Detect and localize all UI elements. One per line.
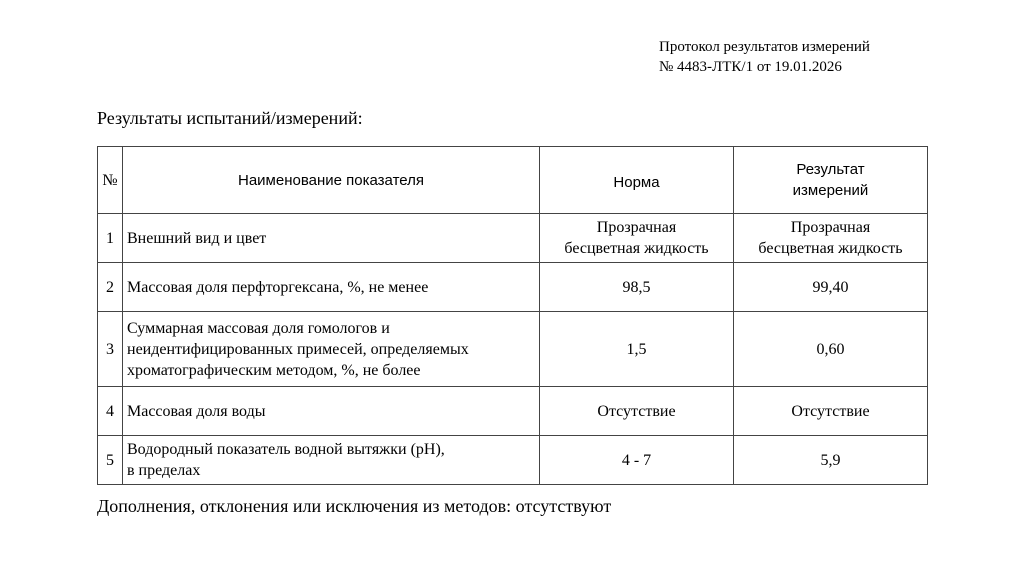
row-norm <box>540 214 734 263</box>
row-norm <box>540 312 734 387</box>
row-norm-line: бесцветная жидкость <box>564 240 709 257</box>
row-indicator-name <box>123 387 540 436</box>
row-result <box>734 387 928 436</box>
row-number: 5 <box>98 436 123 485</box>
row-result-line: Прозрачная <box>790 219 871 236</box>
column-header-norm <box>540 147 734 214</box>
row-norm-line: 98,5 <box>622 278 651 296</box>
row-number: 1 <box>98 214 123 263</box>
row-number: 3 <box>98 312 123 387</box>
results-table <box>97 146 928 485</box>
protocol-number: № 4483-ЛТК/1 от 19.01.2026 <box>659 59 842 75</box>
row-norm-line: 4 - 7 <box>621 451 652 469</box>
row-result-line: 0,60 <box>816 340 845 358</box>
protocol-title: Протокол результатов измерений <box>659 39 870 55</box>
row-result <box>734 263 928 312</box>
row-indicator-name <box>123 214 540 263</box>
column-header-result <box>734 147 928 214</box>
row-indicator-name-line: Внешний вид и цвет <box>127 229 267 247</box>
row-result-line: 99,40 <box>812 278 849 296</box>
row-indicator-name-line: Водородный показатель водной вытяжки (pH), <box>127 441 445 458</box>
column-header-result-line1: Результат <box>796 161 865 178</box>
row-number: 2 <box>98 263 123 312</box>
table-row <box>98 387 928 436</box>
row-result <box>734 312 928 387</box>
row-indicator-name-line: в пределах <box>127 462 201 479</box>
row-number: 4 <box>98 387 123 436</box>
row-indicator-name-line: хроматографическим методом, %, не более <box>127 361 421 379</box>
row-result-line: бесцветная жидкость <box>758 240 903 257</box>
row-result-line: 5,9 <box>820 451 841 469</box>
row-norm-line: Прозрачная <box>596 219 677 236</box>
row-norm-line: 1,5 <box>626 340 647 358</box>
column-header-norm-label: Норма <box>613 173 660 191</box>
table-row <box>98 436 928 485</box>
row-result <box>734 436 928 485</box>
row-norm <box>540 387 734 436</box>
row-norm <box>540 263 734 312</box>
row-norm-line: Отсутствие <box>597 402 676 420</box>
column-header-name: Наименование показателя <box>123 147 540 214</box>
row-indicator-name <box>123 436 540 485</box>
table-row <box>98 312 928 387</box>
table-row <box>98 214 928 263</box>
table-row <box>98 263 928 312</box>
column-header-num: № <box>98 147 123 214</box>
row-indicator-name <box>123 263 540 312</box>
row-indicator-name-line: Массовая доля воды <box>127 402 266 420</box>
section-title: Результаты испытаний/измерений: <box>97 108 363 128</box>
row-result <box>734 214 928 263</box>
footer-note: Дополнения, отклонения или исключения из методов: отсутствуют <box>97 496 612 516</box>
table-header-row <box>98 147 928 214</box>
row-indicator-name-line: Суммарная массовая доля гомологов и <box>127 319 390 337</box>
row-result-line: Отсутствие <box>791 402 870 420</box>
row-norm <box>540 436 734 485</box>
row-indicator-name-line: неидентифицированных примесей, определяемых <box>127 340 469 358</box>
row-indicator-name <box>123 312 540 387</box>
protocol-header <box>659 37 870 77</box>
column-header-result-line2: измерений <box>792 182 869 199</box>
row-indicator-name-line: Массовая доля перфторгексана, %, не менее <box>127 278 429 296</box>
